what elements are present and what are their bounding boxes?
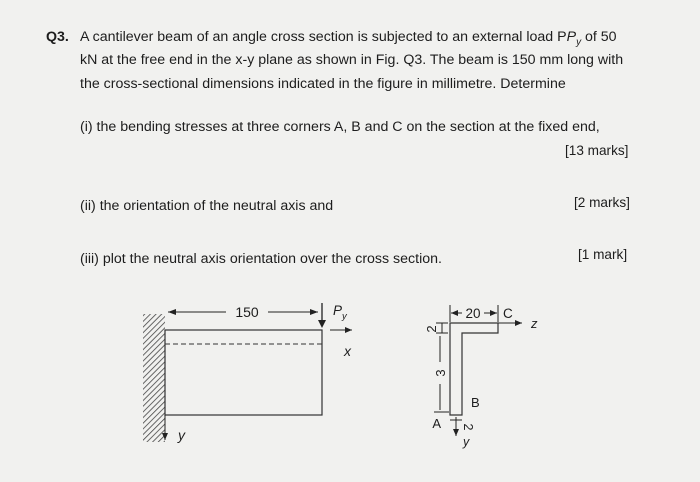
web-height-label: 3	[433, 369, 448, 377]
load-symbol: P	[566, 29, 577, 45]
load-value: of 50	[581, 29, 617, 45]
beam-load-label	[333, 303, 348, 322]
length-arrow-left	[168, 309, 176, 315]
load-arrow-head	[318, 320, 326, 328]
beam-y-axis-label: y	[178, 427, 185, 443]
x-axis-label: x	[344, 343, 351, 359]
length-label: 150	[235, 304, 259, 320]
point-c-label: C	[503, 306, 513, 321]
section-y-axis-label: y	[463, 435, 470, 449]
beam-elevation	[143, 303, 352, 443]
intro-line-3: the cross-sectional dimensions indicated in the figure in millimetre. Determine	[80, 76, 566, 92]
z-axis-label: z	[531, 316, 538, 331]
angle-section	[424, 305, 538, 449]
part-ii-text: (ii) the orientation of the neutral axis and	[80, 198, 334, 214]
load-subscript: y	[576, 36, 582, 48]
flange-arrow-right	[490, 310, 497, 316]
part-ii-marks: [2 marks]	[574, 195, 630, 210]
bottom-thickness-label: 2	[461, 423, 475, 431]
point-b-label: B	[471, 395, 480, 410]
flange-width-label: 20	[465, 306, 481, 321]
beam-body	[165, 330, 322, 415]
beam-load-subscript: y	[342, 311, 347, 322]
intro-line-2: kN at the free end in the x-y plane as shown in Fig. Q3. The beam is 150 mm long with	[80, 52, 624, 68]
fixed-support-hatch	[143, 314, 165, 442]
part-i-marks: [13 marks]	[565, 143, 629, 158]
length-arrow-right	[310, 309, 318, 315]
part-iii-text: (iii) plot the neutral axis orientation over the cross section.	[80, 251, 442, 267]
top-thickness-label: 2	[424, 325, 439, 333]
intro-line-1-text: A cantilever beam of an angle cross section is subjected to an external load P	[80, 29, 567, 45]
point-a-label: A	[432, 416, 441, 431]
part-iii-marks: [1 mark]	[578, 247, 628, 262]
question-number: Q3.	[46, 29, 69, 45]
beam-load-symbol: P	[333, 303, 343, 318]
part-i-text: (i) the bending stresses at three corners A, B and C on the section at the fixed end,	[80, 119, 600, 135]
